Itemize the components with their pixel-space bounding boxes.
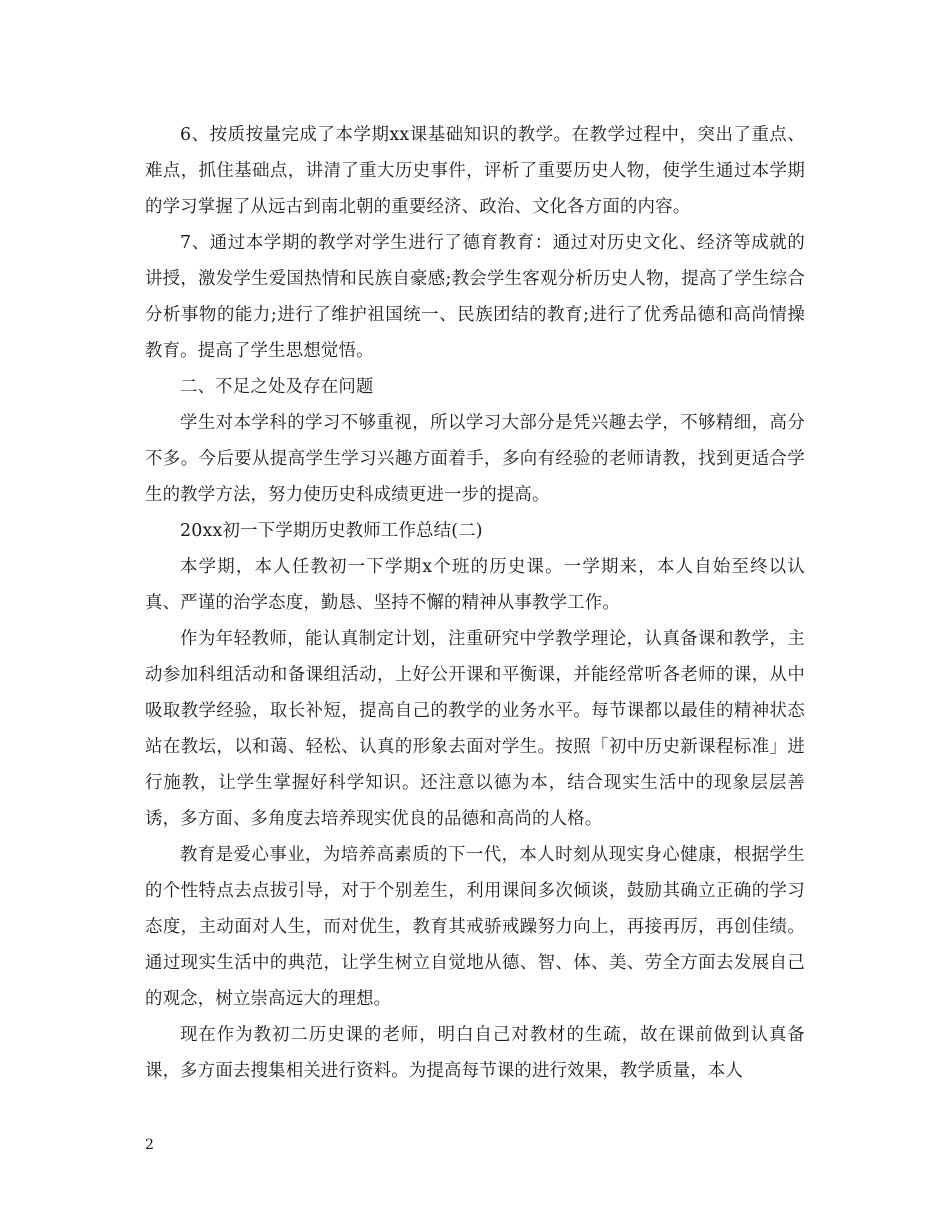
section-heading-summary-two: 20xx初一下学期历史教师工作总结(二)	[180, 521, 483, 541]
paragraph-item-6: 6、按质按量完成了本学期xx课基础知识的教学。在教学过程中，突出了重点、难点，抓住基础点，讲清了重大历史事件，评析了重要历史人物，使学生通过本学期的学习掌握了从远古到南北朝的重要经济、政治、文化各方面的内容。	[145, 125, 805, 217]
paragraph-education-love: 教育是爱心事业，为培养高素质的下一代，本人时刻从现实身心健康，根据学生的个性特点去点拔引导，对于个别差生，利用课间多次倾谈，鼓励其确立正确的学习态度，主动面对人生，而对优生，教育其戒骄戒躁努力向上，再接再厉，再创佳绩。通过现实生活中的典范，让学生树立自觉地从德、智、体、美、劳全方面去发展自己的观念，树立崇高远大的理想。	[145, 845, 805, 1009]
page-number: 2	[145, 1137, 154, 1153]
paragraph-grade-two: 现在作为教初二历史课的老师，明白自己对教材的生疏，故在课前做到认真备课，多方面去搜集相关进行资料。为提高每节课的进行效果，教学质量，本人	[145, 1025, 805, 1081]
section-heading-shortcomings: 二、不足之处及存在问题	[180, 377, 374, 397]
paragraph-intro: 本学期，本人任教初一下学期x个班的历史课。一学期来，本人自始至终以认真、严谨的治学态度，勤恳、坚持不懈的精神从事教学工作。	[145, 557, 805, 613]
paragraph-shortcomings: 学生对本学科的学习不够重视，所以学习大部分是凭兴趣去学，不够精细，高分不多。今后要从提高学生学习兴趣方面着手，多向有经验的老师请教，找到更适合学生的教学方法，努力使历史科成绩更进一步的提高。	[145, 413, 805, 505]
document-body	[145, 117, 805, 1089]
paragraph-young-teacher: 作为年轻教师，能认真制定计划，注重研究中学教学理论，认真备课和教学，主动参加科组活动和备课组活动，上好公开课和平衡课，并能经常听各老师的课，从中吸取教学经验，取长补短，提高自己的教学的业务水平。每节课都以最佳的精神状态站在教坛，以和蔼、轻松、认真的形象去面对学生。按照「初中历史新课程标准」进行施教，让学生掌握好科学知识。还注意以德为本，结合现实生活中的现象层层善诱，多方面、多角度去培养现实优良的品德和高尚的人格。	[145, 629, 805, 829]
paragraph-item-7: 7、通过本学期的教学对学生进行了德育教育：通过对历史文化、经济等成就的讲授，激发学生爱国热情和民族自豪感;教会学生客观分析历史人物，提高了学生综合分析事物的能力;进行了维护祖国统一、民族团结的教育;进行了优秀品德和高尚情操教育。提高了学生思想觉悟。	[145, 233, 805, 361]
